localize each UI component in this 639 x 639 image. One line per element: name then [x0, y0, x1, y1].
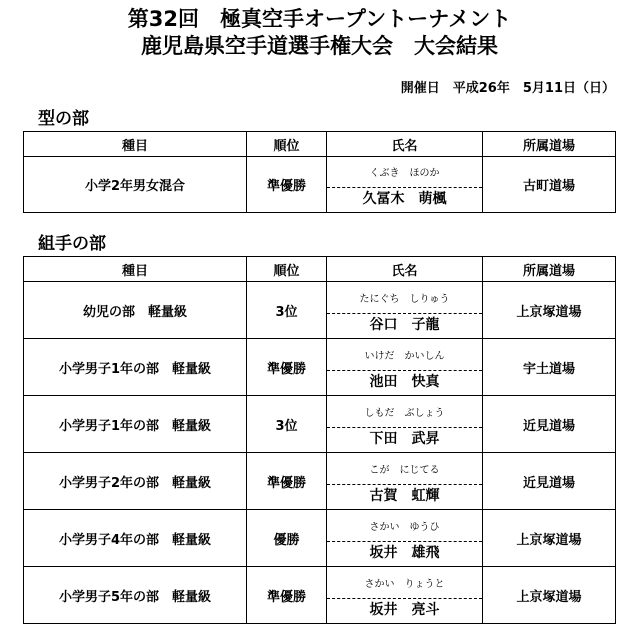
page-title-line-1: 第32回 極真空手オープントーナメント: [127, 7, 512, 31]
table-row: [24, 567, 616, 624]
event-cell: 小学男子4年の部 軽量級: [24, 510, 247, 567]
athlete-name: 久冨木 萌楓: [362, 191, 447, 207]
athlete-name: 下田 武昇: [369, 430, 440, 447]
table-row: [24, 510, 616, 567]
rank-cell: 準優勝: [247, 567, 327, 624]
dojo-cell: 近見道場: [483, 453, 616, 510]
athlete-name: 谷口 子龍: [369, 316, 440, 333]
name-cell: [327, 282, 483, 339]
rank-cell: 準優勝: [247, 339, 327, 396]
column-header-rank: 順位: [247, 257, 327, 282]
event-cell: 小学男子2年の部 軽量級: [24, 453, 247, 510]
furigana: くぶき ほのか: [327, 161, 482, 188]
table-row: [24, 157, 616, 213]
dojo-cell: 上京塚道場: [483, 282, 616, 339]
column-header-event: 種目: [24, 132, 247, 157]
name-cell: [327, 396, 483, 453]
athlete-name: 古賀 虹輝: [369, 487, 440, 504]
furigana: いけだ かいしん: [327, 344, 482, 371]
column-header-dojo: 所属道場: [483, 132, 616, 157]
page-title-line-2: 鹿児島県空手道選手権大会 大会結果: [141, 34, 498, 58]
event-cell: 小学男子5年の部 軽量級: [24, 567, 247, 624]
table-row: [24, 282, 616, 339]
column-header-name: 氏名: [327, 257, 483, 282]
column-header-rank: 順位: [247, 132, 327, 157]
table-row: [24, 396, 616, 453]
furigana: こが にじてる: [327, 458, 482, 485]
name-cell: [327, 567, 483, 624]
table-row: [24, 453, 616, 510]
furigana: さかい ゆうひ: [327, 515, 482, 542]
rank-cell: 優勝: [247, 510, 327, 567]
athlete-name: 坂井 雄飛: [369, 544, 440, 561]
event-cell: 小学2年男女混合: [24, 157, 247, 213]
rank-cell: 3位: [247, 282, 327, 339]
dojo-cell: 上京塚道場: [483, 567, 616, 624]
rank-cell: 3位: [247, 396, 327, 453]
name-cell: [327, 453, 483, 510]
dojo-cell: 上京塚道場: [483, 510, 616, 567]
athlete-name: 池田 快真: [369, 373, 440, 390]
event-cell: 幼児の部 軽量級: [24, 282, 247, 339]
kumite-section-title: 組手の部: [38, 234, 106, 254]
rank-cell: 準優勝: [247, 453, 327, 510]
furigana: さかい りょうと: [327, 572, 482, 599]
dojo-cell: 古町道場: [483, 157, 616, 213]
rank-cell: 準優勝: [247, 157, 327, 213]
furigana: たにぐち しりゅう: [327, 287, 482, 314]
name-cell: [327, 339, 483, 396]
event-date: 開催日 平成26年 5月11日（日）: [400, 81, 615, 96]
furigana: しもだ ぶしょう: [327, 401, 482, 428]
dojo-cell: 宇土道場: [483, 339, 616, 396]
event-cell: 小学男子1年の部 軽量級: [24, 339, 247, 396]
column-header-event: 種目: [24, 257, 247, 282]
name-cell: [327, 157, 483, 213]
kumite-results-table: [23, 256, 616, 624]
table-row: [24, 339, 616, 396]
column-header-dojo: 所属道場: [483, 257, 616, 282]
dojo-cell: 近見道場: [483, 396, 616, 453]
column-header-name: 氏名: [327, 132, 483, 157]
kata-section-title: 型の部: [38, 109, 89, 129]
event-cell: 小学男子1年の部 軽量級: [24, 396, 247, 453]
athlete-name: 坂井 亮斗: [369, 601, 440, 618]
kata-results-table: [23, 131, 616, 213]
name-cell: [327, 510, 483, 567]
